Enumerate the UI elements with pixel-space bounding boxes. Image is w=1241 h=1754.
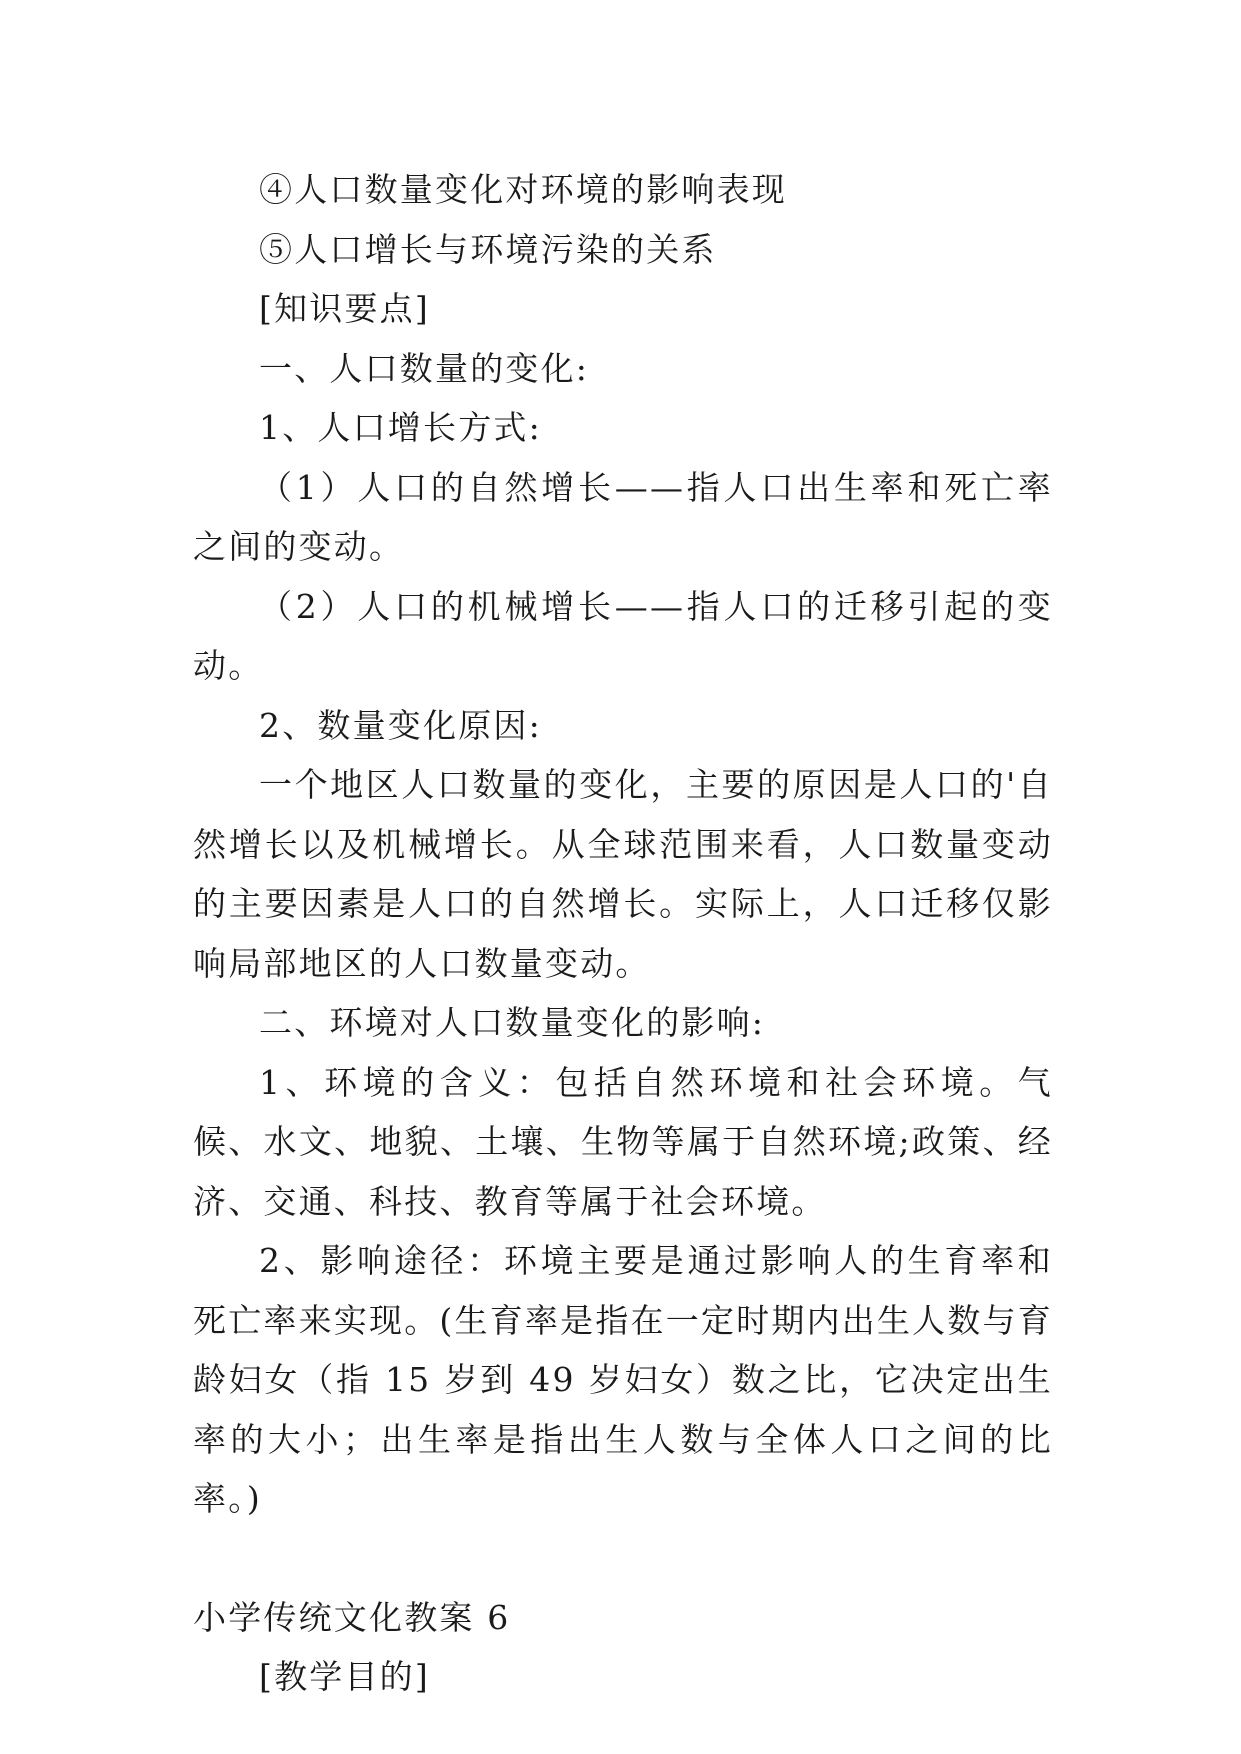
paragraph-change-reasons: 一个地区人口数量的变化，主要的原因是人口的'自然增长以及机械增长。从全球范围来看，人口数量变动的主要因素是人口的自然增长。实际上，人口迁移仅影响局部地区的人口数量变动。 — [193, 765, 1053, 983]
paragraph-impact-list-5: ⑤人口增长与环境污染的关系 — [259, 229, 717, 269]
paragraph-section-one-heading: 一、人口数量的变化: — [259, 348, 590, 388]
paragraph-knowledge-points-heading: [知识要点] — [259, 289, 430, 328]
section-title: 小学传统文化教案 6 — [193, 1597, 511, 1637]
paragraph-growth-methods-heading: 1、人口增长方式: — [259, 408, 542, 447]
paragraph-impact-list-4: ④人口数量变化对环境的影响表现 — [259, 170, 787, 209]
paragraph-natural-growth: （1）人口的自然增长——指人口出生率和死亡率之间的变动。 — [193, 467, 1053, 566]
paragraph-section-two-heading: 二、环境对人口数量变化的影响: — [259, 1003, 766, 1042]
paragraph-teaching-purpose-heading: [教学目的] — [259, 1657, 430, 1696]
paragraph-mechanical-growth: （2）人口的机械增长——指人口的迁移引起的变动。 — [193, 586, 1053, 685]
paragraph-change-reasons-heading: 2、数量变化原因: — [259, 705, 542, 745]
paragraph-influence-path: 2、影响途径：环境主要是通过影响人的生育率和死亡率来实现。(生育率是指在一定时期内出生人数与育龄妇女（指 15 岁到 49 岁妇女）数之比，它决定出生率的大小；出生率是指出生人数与全体人口之间的比率。) — [193, 1241, 1053, 1518]
document-body — [193, 160, 1053, 1707]
paragraph-environment-meaning: 1、环境的含义：包括自然环境和社会环境。气候、水文、地貌、土壤、生物等属于自然环境;政策、经济、交通、科技、教育等属于社会环境。 — [193, 1062, 1053, 1221]
